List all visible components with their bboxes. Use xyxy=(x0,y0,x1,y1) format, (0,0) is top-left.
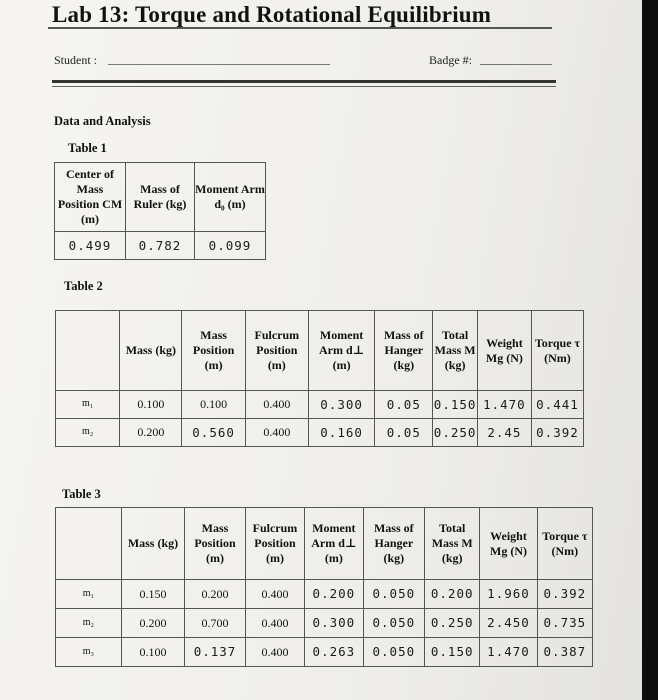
table2-cell: 0.400 xyxy=(245,391,308,419)
page-title: Lab 13: Torque and Rotational Equilibrium xyxy=(52,2,492,27)
table3-cell: 0.735 xyxy=(537,609,592,638)
table3-row-label: m₂ xyxy=(56,609,122,638)
table2-header-blank xyxy=(56,311,120,391)
table3-cell: 0.200 xyxy=(121,609,185,638)
table1-header-ruler-mass: Mass of Ruler (kg) xyxy=(126,163,195,232)
table2-cell: 0.100 xyxy=(182,391,245,419)
table3-cell: 0.050 xyxy=(363,638,425,667)
table3-row-label: m₁ xyxy=(56,580,122,609)
table3-cell: 2.450 xyxy=(480,609,537,638)
photo-dark-edge xyxy=(642,0,658,700)
table3-header-hanger-mass: Mass of Hanger (kg) xyxy=(363,508,425,580)
table1-cell-moment-arm: 0.099 xyxy=(195,232,266,260)
table2-header-fulcrum-position: Fulcrum Position (m) xyxy=(245,311,308,391)
table3-header-total-mass: Total Mass M (kg) xyxy=(425,508,480,580)
table2-cell: 2.45 xyxy=(477,419,531,447)
table1-label: Table 1 xyxy=(68,141,107,155)
table3-cell: 0.050 xyxy=(363,580,425,609)
table2-cell: 0.160 xyxy=(308,419,374,447)
table3-cell: 0.200 xyxy=(425,580,480,609)
table2-header-hanger-mass: Mass of Hanger (kg) xyxy=(375,311,433,391)
table2-header-mass-position: Mass Position (m) xyxy=(182,311,245,391)
table1-cell-cm: 0.499 xyxy=(55,232,126,260)
table3 xyxy=(55,507,593,667)
table1-header-cm: Center of Mass Position CM (m) xyxy=(55,163,126,232)
table3-row-m1 xyxy=(56,580,593,609)
table3-cell: 0.100 xyxy=(121,638,185,667)
section-title: Data and Analysis xyxy=(54,114,151,128)
table2-header-torque: Torque τ (Nm) xyxy=(531,311,583,391)
table3-row-m2 xyxy=(56,609,593,638)
table2-cell: 0.05 xyxy=(375,391,433,419)
table2-cell: 0.200 xyxy=(120,419,182,447)
table2-cell: 1.470 xyxy=(477,391,531,419)
table3-cell: 0.137 xyxy=(185,638,245,667)
header-divider xyxy=(52,80,556,83)
table3-cell: 0.200 xyxy=(185,580,245,609)
table3-header-row xyxy=(56,508,593,580)
table2-cell: 0.400 xyxy=(245,419,308,447)
table2-header-moment-arm: Moment Arm d⊥ (m) xyxy=(308,311,374,391)
table3-header-torque: Torque τ (Nm) xyxy=(537,508,592,580)
table3-row-m3 xyxy=(56,638,593,667)
table2-label: Table 2 xyxy=(64,279,103,293)
badge-label: Badge #: xyxy=(429,53,472,67)
table2-cell: 0.150 xyxy=(433,391,478,419)
student-label: Student : xyxy=(54,53,98,67)
table3-cell: 0.392 xyxy=(537,580,592,609)
table3-cell: 0.400 xyxy=(245,580,304,609)
table3-cell: 0.400 xyxy=(245,638,304,667)
table2-row-m2 xyxy=(56,419,584,447)
table3-header-weight: Weight Mg (N) xyxy=(480,508,537,580)
table3-label: Table 3 xyxy=(62,487,101,501)
table3-header-fulcrum-position: Fulcrum Position (m) xyxy=(245,508,304,580)
table2-cell: 0.05 xyxy=(375,419,433,447)
table3-header-mass: Mass (kg) xyxy=(121,508,185,580)
table3-cell: 0.263 xyxy=(305,638,363,667)
table2-header-total-mass: Total Mass M (kg) xyxy=(433,311,478,391)
table2-cell: 0.100 xyxy=(120,391,182,419)
table3-cell: 1.470 xyxy=(480,638,537,667)
table3-header-mass-position: Mass Position (m) xyxy=(185,508,245,580)
table2-cell: 0.300 xyxy=(308,391,374,419)
table1-cell-ruler-mass: 0.782 xyxy=(126,232,195,260)
table2-row-label: m₂ xyxy=(56,419,120,447)
table2-cell: 0.392 xyxy=(531,419,583,447)
table3-header-blank xyxy=(56,508,122,580)
table2-header-row xyxy=(56,311,584,391)
table1-row xyxy=(55,232,266,260)
table2-header-weight: Weight Mg (N) xyxy=(477,311,531,391)
table3-cell: 0.200 xyxy=(305,580,363,609)
header-divider-thin xyxy=(52,86,556,87)
table1 xyxy=(54,162,266,260)
table3-cell: 0.387 xyxy=(537,638,592,667)
table3-cell: 0.150 xyxy=(121,580,185,609)
table1-header-moment-arm: Moment Arm d₀ (m) xyxy=(195,163,266,232)
table3-cell: 0.400 xyxy=(245,609,304,638)
table2-row-label: m₁ xyxy=(56,391,120,419)
student-name-field[interactable] xyxy=(108,64,330,65)
table2 xyxy=(55,310,584,447)
title-underline xyxy=(48,27,552,29)
table1-header-row xyxy=(55,163,266,232)
table2-cell: 0.560 xyxy=(182,419,245,447)
table2-cell: 0.250 xyxy=(433,419,478,447)
table2-row-m1 xyxy=(56,391,584,419)
table3-cell: 0.050 xyxy=(363,609,425,638)
table2-header-mass: Mass (kg) xyxy=(120,311,182,391)
table3-row-label: m₃ xyxy=(56,638,122,667)
table3-header-moment-arm: Moment Arm d⊥ (m) xyxy=(305,508,363,580)
table3-cell: 0.700 xyxy=(185,609,245,638)
badge-number-field[interactable] xyxy=(480,64,552,65)
table3-cell: 0.150 xyxy=(425,638,480,667)
table3-cell: 0.250 xyxy=(425,609,480,638)
table3-cell: 0.300 xyxy=(305,609,363,638)
table2-cell: 0.441 xyxy=(531,391,583,419)
table3-cell: 1.960 xyxy=(480,580,537,609)
